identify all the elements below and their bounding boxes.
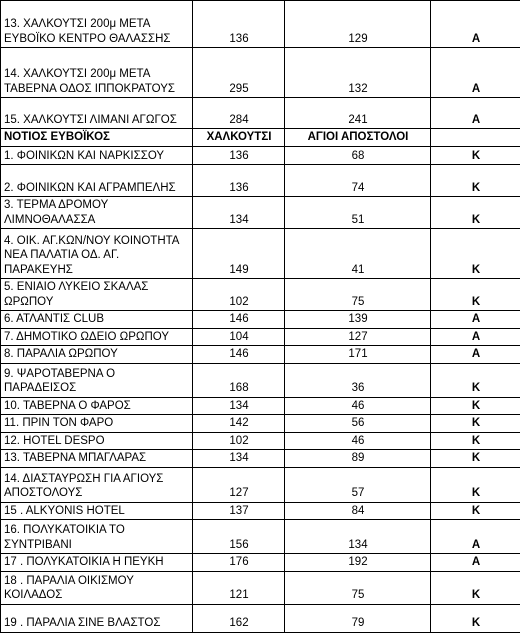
table-row xyxy=(1,48,520,98)
agioi-apostoloi-value: 56 xyxy=(285,415,431,433)
chalkoutsi-value: 134 xyxy=(193,197,285,229)
classification-code: Α xyxy=(431,328,520,346)
location-name: 14. ΧΑΛΚΟΥΤΣΙ 200μ ΜΕΤΑ ΤΑΒΕΡΝΑ ΟΔΟΣ ΙΠΠΟΚΡΑΤΟΥΣ xyxy=(1,48,193,98)
classification-code: Α xyxy=(431,520,520,554)
classification-code: Α xyxy=(431,346,520,364)
chalkoutsi-value: 295 xyxy=(193,48,285,98)
classification-code: Κ xyxy=(431,229,520,279)
chalkoutsi-value: 136 xyxy=(193,1,285,48)
chalkoutsi-value: 146 xyxy=(193,346,285,364)
location-name: 19 . ΠΑΡΑΛΙΑ ΣΙΝΕ ΒΛΑΣΤΟΣ xyxy=(1,604,193,632)
agioi-apostoloi-value: 75 xyxy=(285,279,431,311)
agioi-apostoloi-value: 68 xyxy=(285,147,431,165)
agioi-apostoloi-value: 41 xyxy=(285,229,431,279)
classification-code: Κ xyxy=(431,147,520,165)
chalkoutsi-value: 121 xyxy=(193,571,285,604)
agioi-apostoloi-value: 132 xyxy=(285,48,431,98)
agioi-apostoloi-value: 134 xyxy=(285,520,431,554)
agioi-apostoloi-value: 46 xyxy=(285,397,431,415)
column-header-agioi-apostoloi: ΑΓΙΟΙ ΑΠΟΣΤΟΛΟΙ xyxy=(285,129,431,147)
table-row xyxy=(1,1,520,48)
chalkoutsi-value: 137 xyxy=(193,502,285,520)
location-name: 13. ΤΑΒΕΡΝΑ ΜΠΑΓΛΑΡΑΣ xyxy=(1,450,193,468)
classification-code: Κ xyxy=(431,450,520,468)
classification-code: Κ xyxy=(431,467,520,502)
agioi-apostoloi-value: 89 xyxy=(285,450,431,468)
location-name: 2. ΦΟΙΝΙΚΩΝ ΚΑΙ ΑΓΡΑΜΠΕΛΗΣ xyxy=(1,165,193,197)
classification-code: Α xyxy=(431,554,520,572)
classification-code: Κ xyxy=(431,502,520,520)
chalkoutsi-value: 162 xyxy=(193,604,285,632)
location-name: 3. ΤΕΡΜΑ ΔΡΟΜΟΥ ΛΙΜΝΟΘΑΛΑΣΣΑ xyxy=(1,197,193,229)
location-name: 17 . ΠΟΛΥΚΑΤΟΙΚΙΑ Η ΠΕΥΚΗ xyxy=(1,554,193,572)
table-row xyxy=(1,432,520,450)
agioi-apostoloi-value: 192 xyxy=(285,554,431,572)
table-body xyxy=(1,1,520,633)
location-name: 6. ΑΤΛΑΝΤΙΣ CLUB xyxy=(1,311,193,329)
chalkoutsi-value: 176 xyxy=(193,554,285,572)
chalkoutsi-value: 136 xyxy=(193,165,285,197)
chalkoutsi-value: 134 xyxy=(193,397,285,415)
classification-code: Α xyxy=(431,311,520,329)
classification-code: Κ xyxy=(431,279,520,311)
table-row xyxy=(1,197,520,229)
classification-code: Κ xyxy=(431,571,520,604)
table-row xyxy=(1,571,520,604)
chalkoutsi-value: 156 xyxy=(193,520,285,554)
agioi-apostoloi-value: 84 xyxy=(285,502,431,520)
location-name: 15 . ALKYONIS HOTEL xyxy=(1,502,193,520)
column-header-code xyxy=(431,129,520,147)
column-header-chalkoutsi: ΧΑΛΚΟΥΤΣΙ xyxy=(193,129,285,147)
table-row xyxy=(1,467,520,502)
agioi-apostoloi-value: 46 xyxy=(285,432,431,450)
location-name: 10. ΤΑΒΕΡΝΑ Ο ΦΑΡΟΣ xyxy=(1,397,193,415)
location-name: 9. ΨΑΡΟΤΑΒΕΡΝΑ Ο ΠΑΡΑΔΕΙΣΟΣ xyxy=(1,363,193,397)
classification-code: Α xyxy=(431,1,520,48)
location-name: 7. ΔΗΜΟΤΙΚΟ ΩΔΕΙΟ ΩΡΩΠΟΥ xyxy=(1,328,193,346)
location-name: 12. HOTEL DESPO xyxy=(1,432,193,450)
table-row xyxy=(1,554,520,572)
table-row xyxy=(1,502,520,520)
table-row xyxy=(1,311,520,329)
location-name: 13. ΧΑΛΚΟΥΤΣΙ 200μ ΜΕΤΑ ΕΥΒΟΪΚΟ ΚΕΝΤΡΟ ΘΑΛΑΣΣΗΣ xyxy=(1,1,193,48)
agioi-apostoloi-value: 127 xyxy=(285,328,431,346)
agioi-apostoloi-value: 241 xyxy=(285,98,431,129)
agioi-apostoloi-value: 74 xyxy=(285,165,431,197)
chalkoutsi-value: 149 xyxy=(193,229,285,279)
agioi-apostoloi-value: 171 xyxy=(285,346,431,364)
location-name: 4. ΟΙΚ. ΑΓ.ΚΩΝ/ΝΟΥ ΚΟΙΝΟΤΗΤΑ ΝΕΑ ΠΑΛΑΤΙΑ ΟΔ. ΑΓ. ΠΑΡΑΚΕΥΗΣ xyxy=(1,229,193,279)
chalkoutsi-value: 102 xyxy=(193,432,285,450)
classification-code: Κ xyxy=(431,197,520,229)
table-row xyxy=(1,328,520,346)
location-name: 16. ΠΟΛΥΚΑΤΟΙΚΙΑ ΤΟ ΣΥΝΤΡΙΒΑΝΙ xyxy=(1,520,193,554)
classification-code: Κ xyxy=(431,415,520,433)
chalkoutsi-value: 127 xyxy=(193,467,285,502)
table-row xyxy=(1,279,520,311)
chalkoutsi-value: 134 xyxy=(193,450,285,468)
chalkoutsi-value: 146 xyxy=(193,311,285,329)
table-row xyxy=(1,397,520,415)
chalkoutsi-value: 136 xyxy=(193,147,285,165)
location-name: 14. ΔΙΑΣΤΑΥΡΩΣΗ ΓΙΑ ΑΓΙΟΥΣ ΑΠΟΣΤΟΛΟΥΣ xyxy=(1,467,193,502)
agioi-apostoloi-value: 129 xyxy=(285,1,431,48)
chalkoutsi-value: 104 xyxy=(193,328,285,346)
agioi-apostoloi-value: 139 xyxy=(285,311,431,329)
classification-code: Κ xyxy=(431,165,520,197)
location-name: 15. ΧΑΛΚΟΥΤΣΙ ΛΙΜΑΝΙ ΑΓΩΓΟΣ xyxy=(1,98,193,129)
table-row xyxy=(1,520,520,554)
agioi-apostoloi-value: 75 xyxy=(285,571,431,604)
section-header-row xyxy=(1,129,520,147)
table-row xyxy=(1,147,520,165)
table-row xyxy=(1,98,520,129)
table-row xyxy=(1,450,520,468)
table-row xyxy=(1,363,520,397)
chalkoutsi-value: 142 xyxy=(193,415,285,433)
chalkoutsi-value: 284 xyxy=(193,98,285,129)
classification-code: Α xyxy=(431,98,520,129)
table-row xyxy=(1,415,520,433)
table-row xyxy=(1,346,520,364)
location-name: 11. ΠΡΙΝ ΤΟΝ ΦΑΡΟ xyxy=(1,415,193,433)
classification-code: Α xyxy=(431,48,520,98)
chalkoutsi-value: 102 xyxy=(193,279,285,311)
location-name: 18 . ΠΑΡΑΛΙΑ ΟΙΚΙΣΜΟΥ ΚΟΙΛΑΔΟΣ xyxy=(1,571,193,604)
classification-code: Κ xyxy=(431,432,520,450)
classification-code: Κ xyxy=(431,604,520,632)
classification-code: Κ xyxy=(431,397,520,415)
agioi-apostoloi-value: 36 xyxy=(285,363,431,397)
classification-code: Κ xyxy=(431,363,520,397)
agioi-apostoloi-value: 57 xyxy=(285,467,431,502)
location-name: 1. ΦΟΙΝΙΚΩΝ ΚΑΙ ΝΑΡΚΙΣΣΟΥ xyxy=(1,147,193,165)
location-name: 5. ΕΝΙΑΙΟ ΛΥΚΕΙΟ ΣΚΑΛΑΣ ΩΡΩΠΟΥ xyxy=(1,279,193,311)
chalkoutsi-value: 168 xyxy=(193,363,285,397)
agioi-apostoloi-value: 51 xyxy=(285,197,431,229)
table-row xyxy=(1,165,520,197)
section-title: ΝΟΤΙΟΣ ΕΥΒΟΪΚΟΣ xyxy=(1,129,193,147)
table-row xyxy=(1,229,520,279)
agioi-apostoloi-value: 79 xyxy=(285,604,431,632)
location-name: 8. ΠΑΡΑΛΙΑ ΩΡΩΠΟΥ xyxy=(1,346,193,364)
